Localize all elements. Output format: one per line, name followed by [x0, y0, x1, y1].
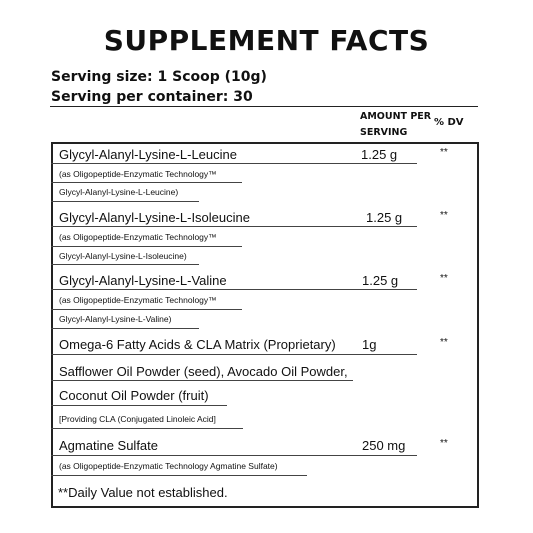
- row-divider: [51, 428, 243, 429]
- ingredient-name: Glycyl-Alanyl-Lysine-L-Isoleucine: [59, 210, 250, 225]
- ingredient-note: (as Oligopeptide-Enzymatic Technology™: [59, 169, 217, 179]
- amount-column-header: [360, 109, 431, 141]
- row-divider: [51, 380, 353, 381]
- ingredient-note: (as Oligopeptide-Enzymatic Technology™: [59, 295, 217, 305]
- ingredient-note: Glycyl-Alanyl-Lysine-L-Valine): [59, 314, 172, 324]
- row-divider: [51, 182, 242, 183]
- ingredient-note: Glycyl-Alanyl-Lysine-L-Leucine): [59, 187, 179, 197]
- header-rule: [50, 106, 478, 107]
- ingredient-name: Glycyl-Alanyl-Lysine-L-Leucine: [59, 147, 237, 162]
- ingredient-name: Omega-6 Fatty Acids & CLA Matrix (Proprietary): [59, 337, 336, 352]
- ingredient-note: (as Oligopeptide-Enzymatic Technology Agmatine Sulfate): [59, 461, 278, 471]
- ingredient-note: Glycyl-Alanyl-Lysine-L-Isoleucine): [59, 251, 187, 261]
- ingredient-amount: 1.25 g: [362, 273, 399, 288]
- footnote: **Daily Value not established.: [58, 485, 228, 500]
- row-divider: [51, 309, 242, 310]
- ingredient-amount: 1.25 g: [366, 210, 403, 225]
- row-divider: [51, 475, 307, 476]
- ingredient-name: Glycyl-Alanyl-Lysine-L-Valine: [59, 273, 227, 288]
- servings-per-container: Serving per container: 30: [51, 89, 253, 105]
- row-divider: [51, 163, 417, 164]
- ingredient-dv: **: [440, 273, 448, 284]
- page-title: SUPPLEMENT FACTS: [103, 24, 430, 57]
- ingredient-dv: **: [440, 438, 448, 449]
- ingredient-dv: **: [440, 337, 448, 348]
- row-divider: [51, 328, 199, 329]
- row-divider: [51, 264, 199, 265]
- ingredient-note: [Providing CLA (Conjugated Linoleic Acid]: [59, 414, 216, 424]
- ingredient-amount: 1.25 g: [361, 147, 398, 162]
- serving-size: Serving size: 1 Scoop (10g): [51, 69, 267, 85]
- dv-column-header: % DV: [434, 117, 464, 128]
- row-divider: [51, 354, 417, 355]
- ingredient-dv: **: [440, 210, 448, 221]
- ingredient-amount: 250 mg: [362, 438, 406, 453]
- ingredient-sub-line: Coconut Oil Powder (fruit): [59, 388, 209, 403]
- ingredient-dv: **: [440, 147, 448, 158]
- row-divider: [51, 246, 242, 247]
- ingredient-amount: 1g: [362, 337, 377, 352]
- ingredient-sub-line: Safflower Oil Powder (seed), Avocado Oil Powder,: [59, 364, 348, 379]
- ingredient-name: Agmatine Sulfate: [59, 438, 159, 453]
- amount-header-line1: AMOUNT PER: [360, 111, 432, 122]
- row-divider: [51, 289, 417, 290]
- row-divider: [51, 455, 417, 456]
- row-divider: [51, 201, 199, 202]
- row-divider: [51, 405, 227, 406]
- amount-header-line2: SERVING: [360, 127, 408, 138]
- ingredient-note: (as Oligopeptide-Enzymatic Technology™: [59, 232, 217, 242]
- row-divider: [51, 226, 417, 227]
